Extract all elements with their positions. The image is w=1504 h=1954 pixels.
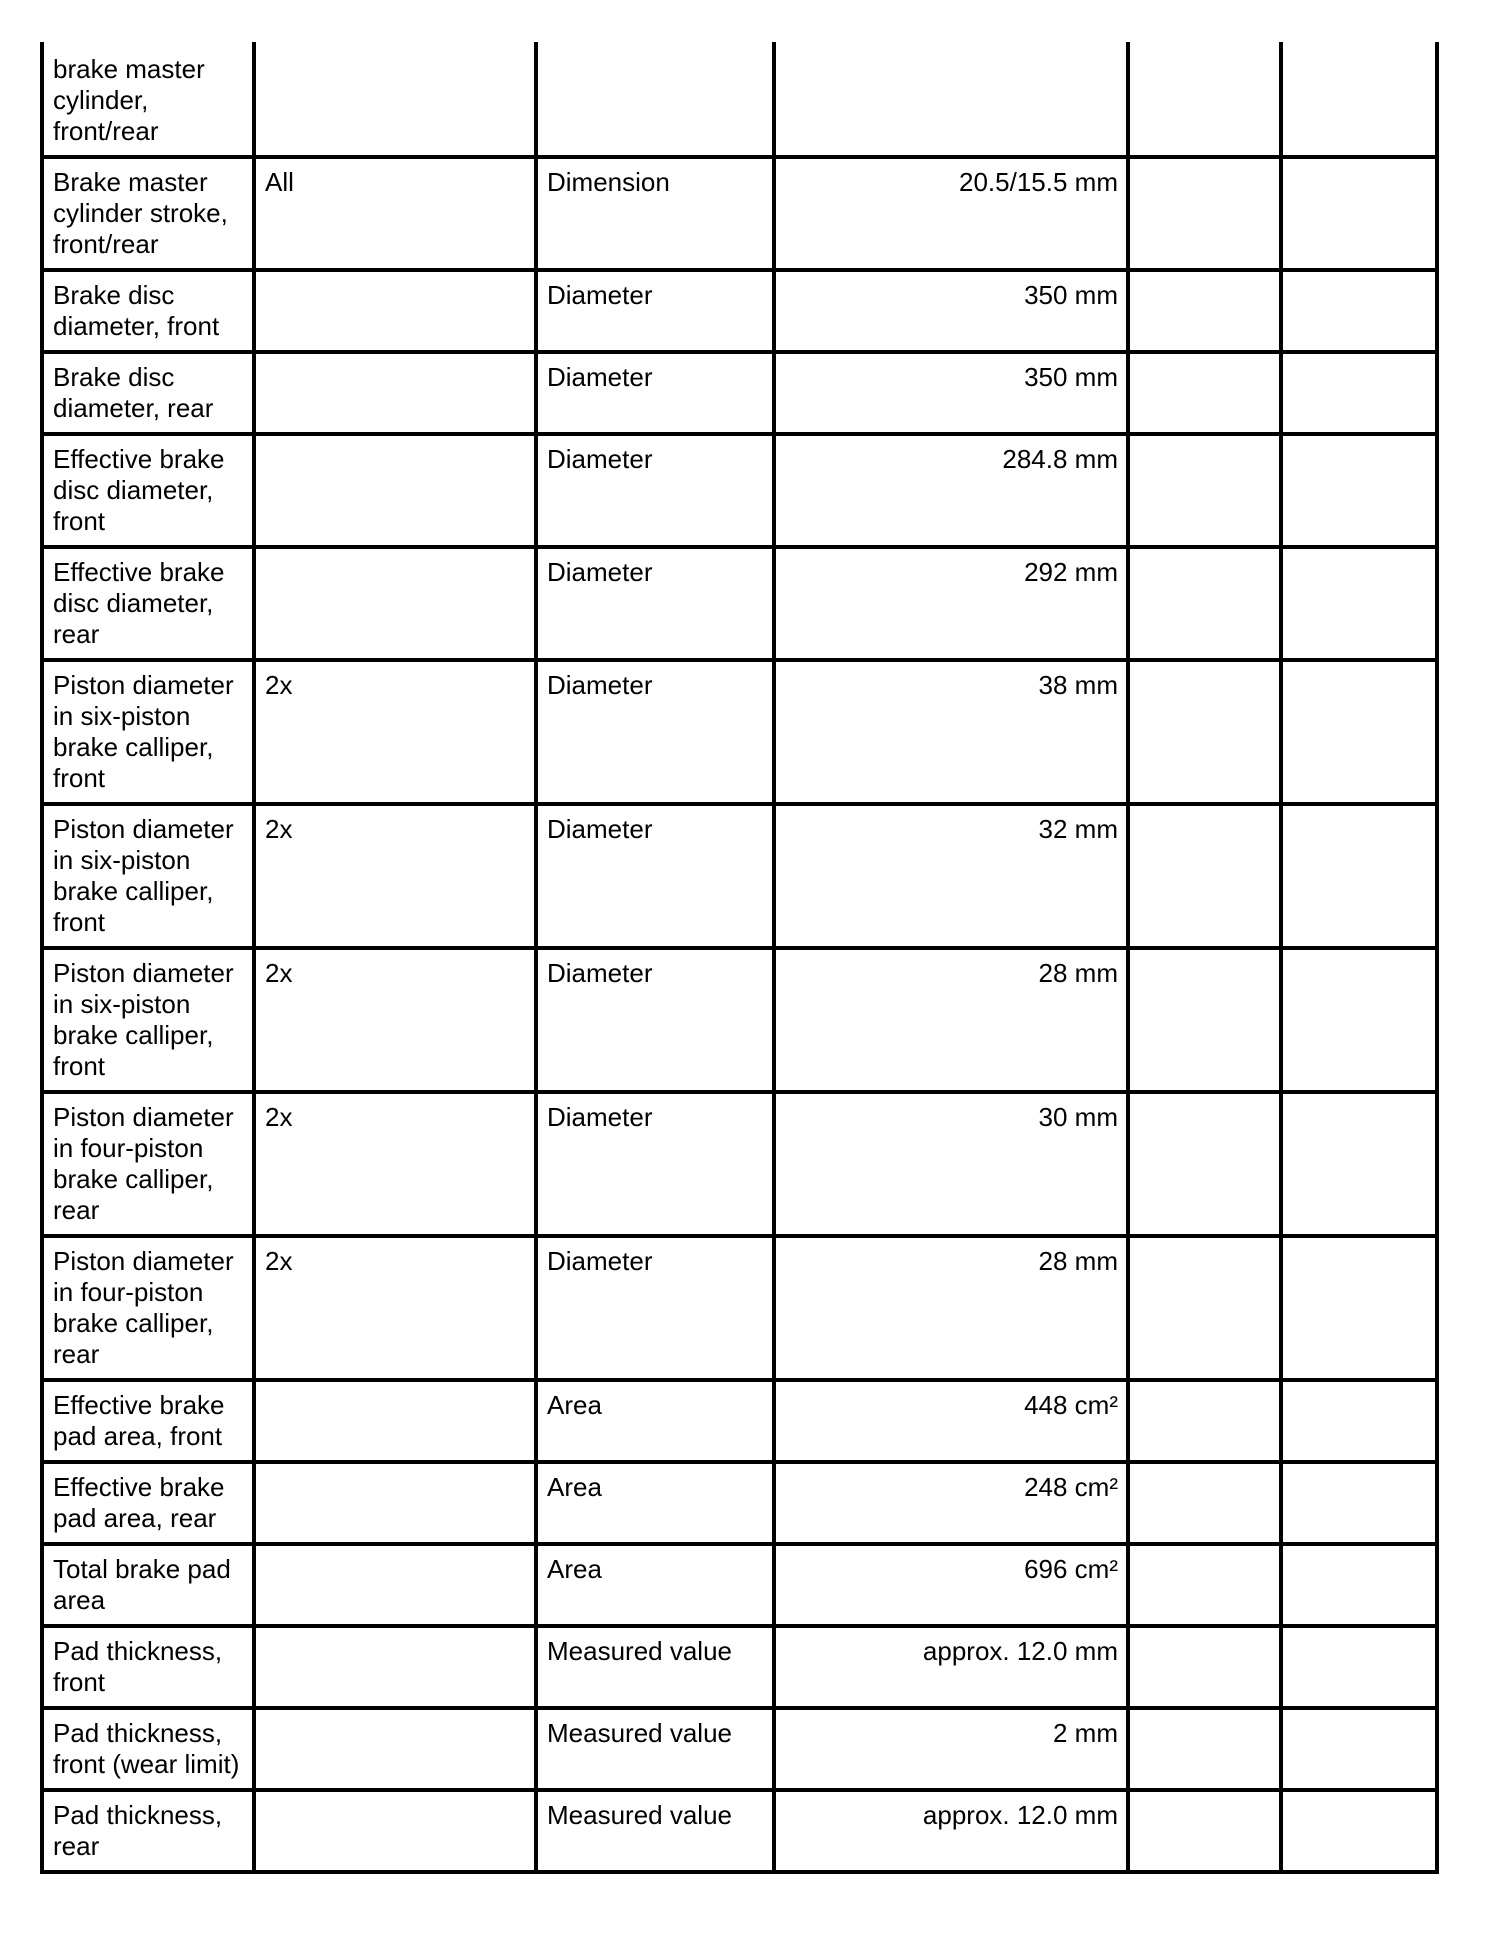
extra-cell-2 [1281, 1092, 1437, 1236]
extra-cell-1 [1128, 352, 1281, 434]
variant-cell [254, 1544, 536, 1626]
value-cell [774, 42, 1128, 157]
value-cell: 28 mm [774, 948, 1128, 1092]
table-row [42, 660, 1437, 804]
extra-cell-2 [1281, 1236, 1437, 1380]
extra-cell-2 [1281, 1380, 1437, 1462]
variant-cell: 2x [254, 1092, 536, 1236]
item-cell: Effective brake disc diameter, rear [42, 547, 254, 660]
table-row [42, 270, 1437, 352]
table-row [42, 434, 1437, 547]
extra-cell-2 [1281, 1790, 1437, 1872]
item-cell: Total brake pad area [42, 1544, 254, 1626]
variant-cell [254, 1462, 536, 1544]
item-cell: Piston diameter in four-piston brake calliper, rear [42, 1092, 254, 1236]
extra-cell-1 [1128, 948, 1281, 1092]
parameter-cell: Diameter [536, 948, 774, 1092]
extra-cell-1 [1128, 157, 1281, 270]
extra-cell-2 [1281, 1544, 1437, 1626]
value-cell: 284.8 mm [774, 434, 1128, 547]
table-row [42, 948, 1437, 1092]
variant-cell [254, 1380, 536, 1462]
item-cell: Effective brake disc diameter, front [42, 434, 254, 547]
parameter-cell: Dimension [536, 157, 774, 270]
extra-cell-2 [1281, 434, 1437, 547]
variant-cell [254, 434, 536, 547]
table-row [42, 804, 1437, 948]
table-row [42, 1708, 1437, 1790]
extra-cell-1 [1128, 1380, 1281, 1462]
variant-cell [254, 42, 536, 157]
extra-cell-1 [1128, 1092, 1281, 1236]
value-cell: 2 mm [774, 1708, 1128, 1790]
item-cell: Pad thickness, rear [42, 1790, 254, 1872]
value-cell: 30 mm [774, 1092, 1128, 1236]
parameter-cell: Area [536, 1462, 774, 1544]
extra-cell-1 [1128, 1544, 1281, 1626]
parameter-cell: Diameter [536, 270, 774, 352]
variant-cell: All [254, 157, 536, 270]
value-cell: approx. 12.0 mm [774, 1626, 1128, 1708]
extra-cell-1 [1128, 1708, 1281, 1790]
value-cell: 292 mm [774, 547, 1128, 660]
table-row [42, 1236, 1437, 1380]
item-cell: Pad thickness, front [42, 1626, 254, 1708]
extra-cell-2 [1281, 1708, 1437, 1790]
extra-cell-2 [1281, 157, 1437, 270]
item-cell: Effective brake pad area, front [42, 1380, 254, 1462]
extra-cell-1 [1128, 1236, 1281, 1380]
item-cell: brake master cylinder, front/rear [42, 42, 254, 157]
extra-cell-2 [1281, 660, 1437, 804]
table-row [42, 157, 1437, 270]
extra-cell-2 [1281, 804, 1437, 948]
extra-cell-1 [1128, 1790, 1281, 1872]
variant-cell [254, 1708, 536, 1790]
parameter-cell: Diameter [536, 1092, 774, 1236]
item-cell: Piston diameter in six-piston brake calliper, front [42, 660, 254, 804]
variant-cell: 2x [254, 1236, 536, 1380]
parameter-cell: Measured value [536, 1708, 774, 1790]
extra-cell-2 [1281, 547, 1437, 660]
variant-cell [254, 547, 536, 660]
item-cell: Piston diameter in six-piston brake calliper, front [42, 948, 254, 1092]
table-row [42, 1626, 1437, 1708]
extra-cell-1 [1128, 547, 1281, 660]
extra-cell-2 [1281, 270, 1437, 352]
variant-cell [254, 352, 536, 434]
value-cell: 448 cm² [774, 1380, 1128, 1462]
item-cell: Piston diameter in six-piston brake calliper, front [42, 804, 254, 948]
variant-cell [254, 1626, 536, 1708]
parameter-cell: Diameter [536, 434, 774, 547]
value-cell: 248 cm² [774, 1462, 1128, 1544]
parameter-cell: Diameter [536, 660, 774, 804]
parameter-cell: Measured value [536, 1626, 774, 1708]
value-cell: approx. 12.0 mm [774, 1790, 1128, 1872]
item-cell: Brake disc diameter, front [42, 270, 254, 352]
extra-cell-2 [1281, 1626, 1437, 1708]
value-cell: 20.5/15.5 mm [774, 157, 1128, 270]
value-cell: 32 mm [774, 804, 1128, 948]
extra-cell-2 [1281, 42, 1437, 157]
item-cell: Pad thickness, front (wear limit) [42, 1708, 254, 1790]
table-row [42, 1462, 1437, 1544]
parameter-cell: Measured value [536, 1790, 774, 1872]
table-row [42, 547, 1437, 660]
variant-cell: 2x [254, 948, 536, 1092]
brake-specification-table [40, 42, 1439, 1874]
variant-cell [254, 1790, 536, 1872]
extra-cell-1 [1128, 42, 1281, 157]
item-cell: Effective brake pad area, rear [42, 1462, 254, 1544]
table-row [42, 1790, 1437, 1872]
table-row [42, 1544, 1437, 1626]
extra-cell-1 [1128, 434, 1281, 547]
extra-cell-2 [1281, 1462, 1437, 1544]
parameter-cell: Diameter [536, 804, 774, 948]
value-cell: 350 mm [774, 270, 1128, 352]
variant-cell [254, 270, 536, 352]
extra-cell-2 [1281, 948, 1437, 1092]
extra-cell-1 [1128, 804, 1281, 948]
value-cell: 38 mm [774, 660, 1128, 804]
extra-cell-1 [1128, 660, 1281, 804]
value-cell: 350 mm [774, 352, 1128, 434]
parameter-cell: Area [536, 1544, 774, 1626]
parameter-cell: Diameter [536, 1236, 774, 1380]
parameter-cell [536, 42, 774, 157]
value-cell: 28 mm [774, 1236, 1128, 1380]
extra-cell-1 [1128, 1626, 1281, 1708]
parameter-cell: Diameter [536, 352, 774, 434]
variant-cell: 2x [254, 660, 536, 804]
item-cell: Brake disc diameter, rear [42, 352, 254, 434]
table-row [42, 352, 1437, 434]
table-body [42, 42, 1437, 1872]
item-cell: Piston diameter in four-piston brake calliper, rear [42, 1236, 254, 1380]
table-row [42, 1380, 1437, 1462]
extra-cell-1 [1128, 1462, 1281, 1544]
extra-cell-1 [1128, 270, 1281, 352]
table-row [42, 42, 1437, 157]
table-row [42, 1092, 1437, 1236]
extra-cell-2 [1281, 352, 1437, 434]
parameter-cell: Diameter [536, 547, 774, 660]
variant-cell: 2x [254, 804, 536, 948]
parameter-cell: Area [536, 1380, 774, 1462]
item-cell: Brake master cylinder stroke, front/rear [42, 157, 254, 270]
value-cell: 696 cm² [774, 1544, 1128, 1626]
